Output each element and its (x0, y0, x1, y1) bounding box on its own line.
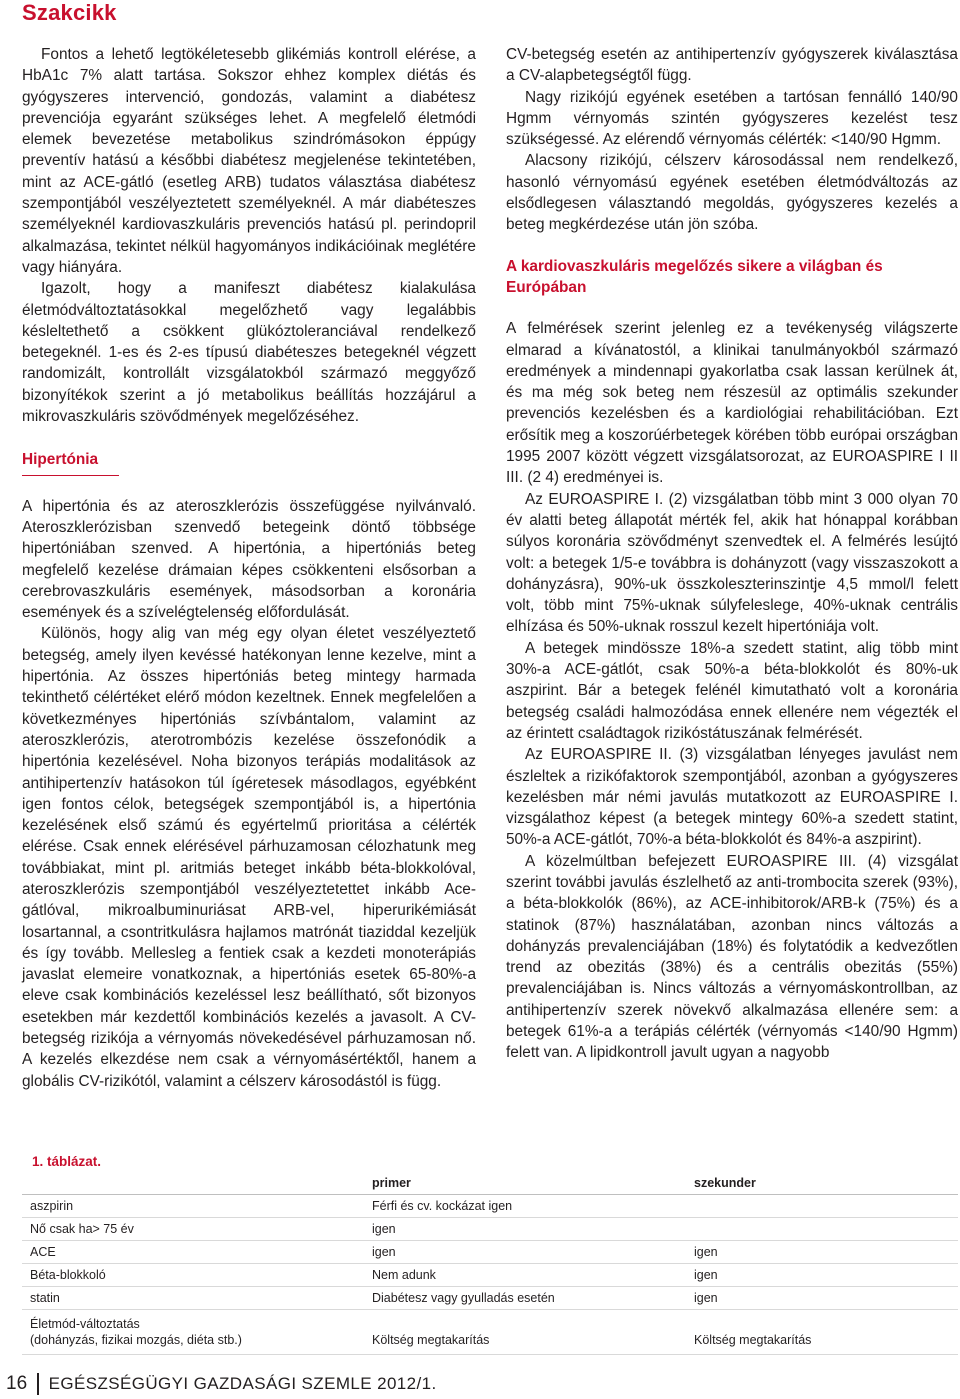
paragraph: Igazolt, hogy a manifeszt diabétesz kialakulása életmódváltoztatásokkal megelőzhető vagy legalábbis késleltethető a csökkent glükóztoleranciával rendelkező betegeknél. 1-es és 2-es típusú diabéteszes betegeknél végzett randomizált, kontrollált vizsgálatokból származó meggyőző bizonyítékok szerint a jó metabolikus beállítás hozzájárul a mikrovaszkuláris szövődmények megelőzéséhez. (22, 280, 476, 426)
table-header-cell (22, 1172, 364, 1195)
table-cell: Férfi és cv. kockázat igen (364, 1195, 686, 1218)
table-cell: igen (686, 1241, 958, 1264)
table-header-cell: primer (364, 1172, 686, 1195)
table-cell: Béta-blokkoló (22, 1264, 364, 1287)
paragraph: A hipertónia és az ateroszklerózis összefüggése nyilvánvaló. Ateroszklerózisban szenvedő betegeink döntő többsége hipertóniában szenved. A hipertónia, a hipertóniás beteg megfelelő kezelése drámaian képes csökkenteni elsősorban a cerebrovaszkuláris események, másodsorban a koronária események és a szívelégtelenség előfordulását. (22, 497, 476, 622)
table-cell-line: (dohányzás, fizikai mozgás, diéta stb.) (30, 1333, 242, 1347)
paragraph: CV-betegség esetén az antihipertenzív gyógyszerek kiválasztása a CV-alapbetegségtől függ. (506, 46, 958, 85)
table-row (22, 1287, 958, 1310)
table-cell (22, 1310, 364, 1355)
paragraph: Nagy rizikójú egyének esetében a tartósan fennálló 140/90 Hgmm vérnyomás szintén gyógyszeres kezelést tesz szükségessé. Az elérendő vérnyomás célérték: <140/90 Hgmm. (506, 88, 958, 149)
table-cell: statin (22, 1287, 364, 1310)
table-row (22, 1195, 958, 1218)
right-column (506, 44, 958, 1064)
table-header-row (22, 1172, 958, 1195)
table-header-cell: szekunder (686, 1172, 958, 1195)
table-row (22, 1241, 958, 1264)
table-title: 1. táblázat. (32, 1154, 102, 1169)
paragraph: A felmérések szerint jelenleg ez a tevékenység világszerte elmarad a kívánatostól, a klinikai tanulmányokból származó eredmények a mindennapi gyakorlatba csak lassan kerülnek át, és ma még sok beteg nem részesül az optimális szekunder prevenciós kezelésben és a kardiológiai rehabilitációban. Ezt erősítik meg a koszorúérbetegek körében több európai országban 1995 2007 között végzett vizsgálatsorozat, az EUROASPIRE I II III. (2 4) eredményei is. (506, 320, 958, 487)
table-cell: igen (686, 1264, 958, 1287)
table-row (22, 1264, 958, 1287)
table-cell: igen (686, 1287, 958, 1310)
table-cell (686, 1195, 958, 1218)
table-row (22, 1310, 958, 1355)
page-number: 16 (6, 1373, 28, 1394)
paragraph: A betegek mindössze 18%-a szedett statint, alig több mint 30%-a ACE-gátlót, csak 50%-a béta-blokkolót és 80%-uk aszpirint. Bár a betegek felénél kimutatható volt a koronária betegség családi halmozódása ennek ellenére nem végezték el az érintett családtagok rizikóstátuszának felmérését. (506, 639, 958, 742)
left-column (22, 44, 476, 1092)
recommendation-table (22, 1172, 958, 1355)
paragraph: Az EUROASPIRE II. (3) vizsgálatban lényeges javulást nem észleltek a rizikófaktorok szempontjából, azonban a gyógyszeres kezelésben már némi javulás mutatkozott az EUROASPIRE I. vizsgálathoz képest (a betegek mintegy 60%-a szedett statint, 50%-a ACE-gátlót, 70%-a béta-blokkolót és 84%-a aszpirint). (506, 746, 958, 849)
heading-europe: A kardiovaszkuláris megelőzés sikere a világban és Európában (506, 257, 883, 296)
table-cell (686, 1310, 958, 1355)
table-row (22, 1218, 958, 1241)
table-cell: igen (364, 1241, 686, 1264)
table-cell (364, 1310, 686, 1355)
paragraph: Alacsony rizikójú, célszerv károsodással nem rendelkező, hasonló vérnyomású egyének esetében életmódváltozás az elsődlegesen választandó megoldás, gyógyszeres kezelés a beteg megkérdezése után jön szóba. (506, 152, 958, 234)
paragraph: Fontos a lehető legtökéletesebb glikémiás kontroll elérése, a HbA1c 7% alatt tartása. Sokszor ehhez komplex diétás és gyógyszeres intervenció, gondozás, valamint a diabétesz prevenciója egyaránt szükséges lehet. A megfelelő életmódi elemek bevezetése metabolikus szindrómásokon éppúgy preventív hatású a későbbi diabétesz megjelenése tekintetében, mint az ACE-gátló (esetleg ARB) tudatos választása diabétesz szempontjából veszélyeztetett személyeknél. A már diabéteszes személyeknél kardiovaszkuláris prevenciós hatású pl. perindopril alkalmazása, tekintet nélkül hagyományos indikációinak meglétére vagy hiányára. (22, 46, 476, 276)
table-cell: Nem adunk (364, 1264, 686, 1287)
table-cell-line: Költség megtakarítás (372, 1333, 490, 1347)
table-cell: igen (364, 1218, 686, 1241)
paragraph: Különös, hogy alig van még egy olyan életet veszélyeztető betegség, amely ilyen kevéssé hatékonyan lenne kezelve, mint a hipertónia. Az összes hipertóniás beteg mintegy harmada tekinthető célértéket elérő módon kezeltnek. Ennek megfelelően a következményes hipertóniás szívbántalom, valamint az ateroszklerózis, aterotrombózis kezelése összefonódik a hipertónia kezelésével. Noha bizonyos terápiás modalitások az antihipertenzív hatásokon túl ígéretesek másodlagos, egyébként igen fontos célok, betegségek szempontjából is, a hipertónia kezelésének első számú és egyértelmű prioritása a célérték elérése. Csak ennek elérésével párhuzamosan célozhatunk meg továbbiakat, mint pl. aritmiás beteget inkább béta-blokkolóval, ateroszklerózis szempontjából veszélyeztetettet inkább Ace-gátlóval, mikroalbuminuriásat ARB-vel, hiperurikémiását losartannal, a csontritkulásra hajlamos matrónát tiaziddal kezeljük és így tovább. Mellesleg a fentiek csak a kezdeti monoterápiás javaslat elemeire vonatkoznak, a hipertóniás esetek 65-80%-a eleve csak kombinációs kezeléssel lesz beállítható, sőt bizonyos esetekben már kezdettől kombinációs kezelés a javasolt. A CV-betegség rizikója a vérnyomás növekedésével párhuzamosan nő. A kezelés elkezdése nem csak a vérnyomásértéktől, hanem a globális CV-rizikótól, valamint a célszerv károsodástól is függ. (22, 625, 476, 1090)
table-cell: Nő csak ha> 75 év (22, 1218, 364, 1241)
table-cell: ACE (22, 1241, 364, 1264)
journal-name: EGÉSZSÉGÜGYI GAZDASÁGI SZEMLE 2012/1. (48, 1374, 437, 1393)
paragraph: Az EUROASPIRE I. (2) vizsgálatban több mint 3 000 olyan 70 év alatti beteg állapotát mérték fel, akik hat hónappal korábban súlyos koronária szövődményt szenvedtek el. A felmérés lesújtó volt: a betegek 1/5-e továbbra is dohányzott (vagy visszaszokott a dohányzásra), 90%-uk összkoleszterinszintje 4,5 mmol/l felett volt, több mint 75%-uknak súlyfeleslege, 40%-uknak centrális elhízása és 50%-uknak rosszul kezelt hipertóniája volt. (506, 490, 958, 636)
heading-hipertonia: Hipertónia (22, 449, 119, 475)
page-footer (6, 1373, 437, 1395)
paragraph: A közelmúltban befejezett EUROASPIRE III. (4) vizsgálat szerint további javulás észlelhető az anti-trombocita szerek (93%), a béta-blokkolók (86%), az ACE-inhibitorok/ARB-k (75%) és a statinok (87%) használatában, azonban nincs változás a dohányzás prevalenciájában (18%) és folytatódik a kedvezőtlen trend az obezitás (38%) és a centrális obezitás (55%) prevalenciájában is. Nincs változás a vérnyomáskontrollban, az antihipertenzív szerek növekvő alkalmazása ellenére sem: a betegek 61%-a a terápiás célérték (vérnyomás <140/90 Hgmm) felett van. A lipidkontroll javult ugyan a nagyobb (506, 852, 958, 1062)
section-label: Szakcikk (22, 0, 117, 25)
footer-divider (37, 1373, 39, 1395)
table-cell-line: Költség megtakarítás (694, 1333, 812, 1347)
table-cell: Diabétesz vagy gyulladás esetén (364, 1287, 686, 1310)
table-cell: aszpirin (22, 1195, 364, 1218)
table-cell (686, 1218, 958, 1241)
table-cell-line: Életmód-változtatás (30, 1317, 140, 1331)
